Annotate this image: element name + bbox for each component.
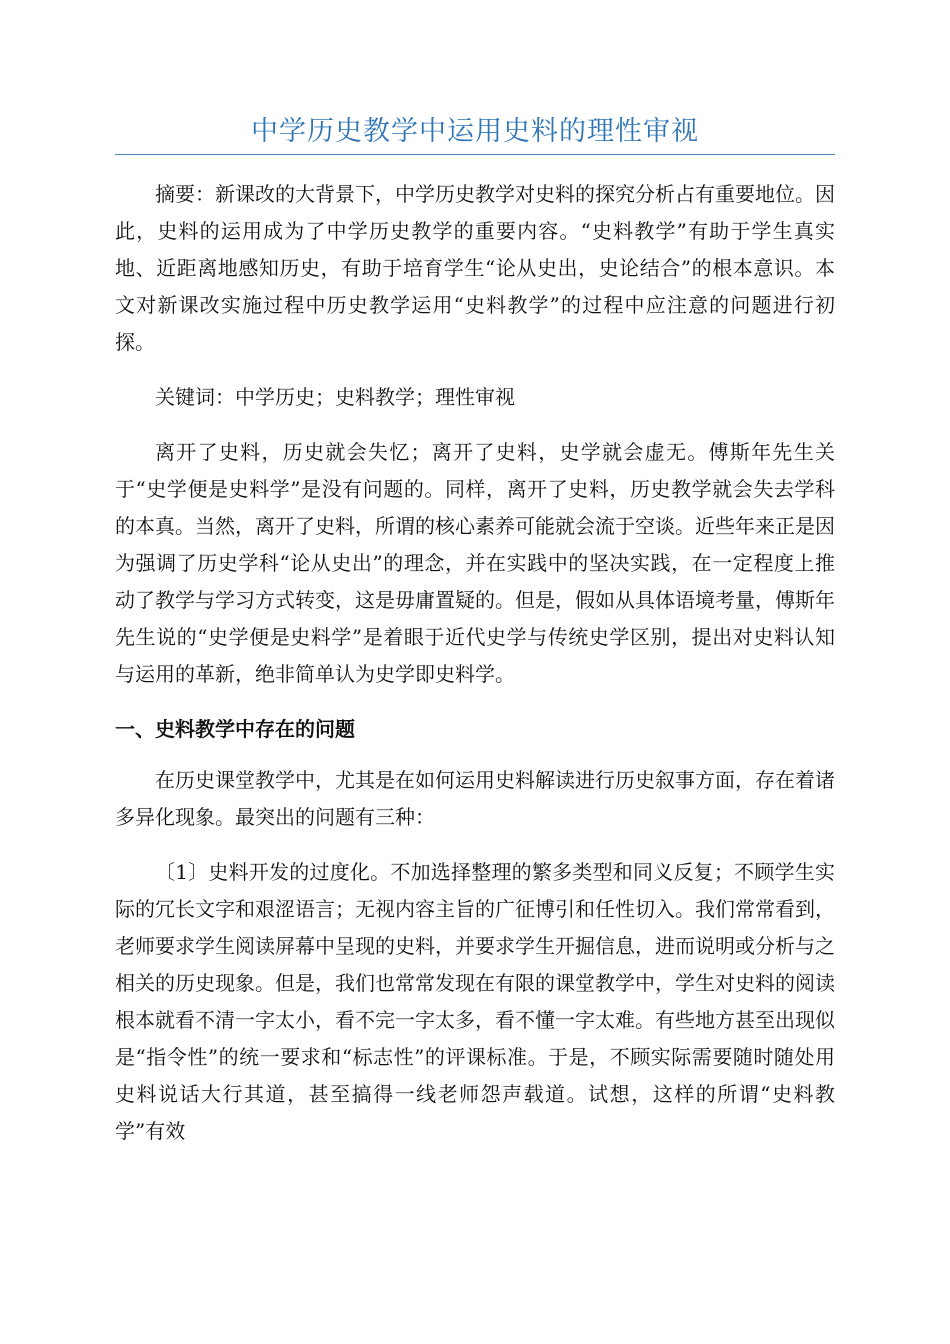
document-title: 中学历史教学中运用史料的理性审视	[251, 116, 699, 147]
section-heading: 一、史料教学中存在的问题	[115, 717, 355, 741]
abstract-paragraph: 摘要：新课改的大背景下，中学历史教学对史料的探究分析占有重要地位。因此，史料的运用成为了中学历史教学的重要内容。“史料教学”有助于学生真实地、近距离地感知历史，有助于培育学生“论从史出，史论结合”的根本意识。本文对新课改实施过程中历史教学运用“史料教学”的过程中应注意的问题进行初探。	[115, 182, 835, 354]
keywords-paragraph: 关键词：中学历史；史料教学；理性审视	[155, 385, 515, 409]
section-paragraph: 在历史课堂教学中，尤其是在如何运用史料解读进行历史叙事方面，存在着诸多异化现象。最突出的问题有三种：	[115, 768, 835, 829]
document-body	[115, 176, 835, 1168]
intro-paragraph: 离开了史料，历史就会失忆；离开了史料，史学就会虚无。傅斯年先生关于“史学便是史料学”是没有问题的。同样，离开了史料，历史教学就会失去学科的本真。当然，离开了史料，所谓的核心素养可能就会流于空谈。近些年来正是因为强调了历史学科“论从史出”的理念，并在实践中的坚决实践，在一定程度上推动了教学与学习方式转变，这是毋庸置疑的。但是，假如从具体语境考量，傅斯年先生说的“史学便是史料学”是着眼于近代史学与传统史学区别，提出对史料认知与运用的革新，绝非简单认为史学即史料学。	[115, 440, 835, 686]
title-underline	[115, 154, 835, 155]
point-1-paragraph: 〔1〕史料开发的过度化。不加选择整理的繁多类型和同义反复；不顾学生实际的冗长文字和艰涩语言；无视内容主旨的广征博引和任性切入。我们常常看到，老师要求学生阅读屏幕中呈现的史料，并要求学生开掘信息，进而说明或分析与之相关的历史现象。但是，我们也常常发现在有限的课堂教学中，学生对史料的阅读根本就看不清一字太小，看不完一字太多，看不懂一字太难。有些地方甚至出现似是“指令性”的统一要求和“标志性”的评课标准。于是，不顾实际需要随时随处用史料说话大行其道，甚至搞得一线老师怨声载道。试想，这样的所谓“史料教学”有效	[115, 860, 835, 1143]
